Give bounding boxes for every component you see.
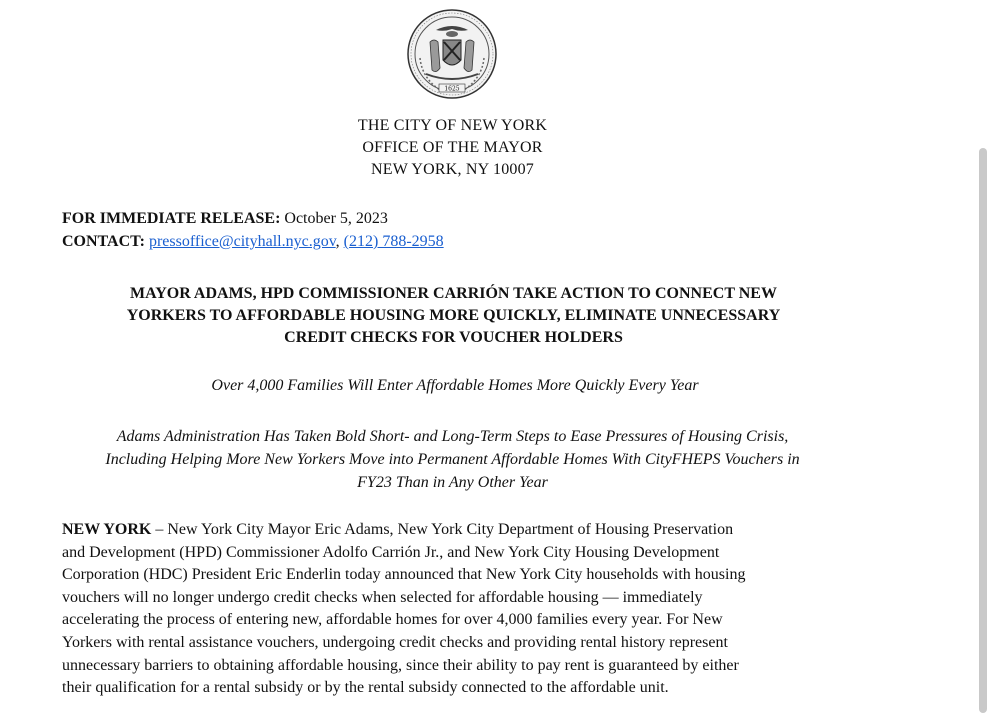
nyc-seal-icon <box>406 8 498 104</box>
body-line-1-text: – New York City Mayor Eric Adams, New York City Department of Housing Preservation <box>151 521 734 538</box>
headline-line-2: YORKERS TO AFFORDABLE HOUSING MORE QUICKLY, ELIMINATE UNNECESSARY <box>126 307 781 324</box>
body-line-7: unnecessary barriers to obtaining affordable housing, since their ability to pay rent is guaranteed by either <box>62 656 739 674</box>
release-label: FOR IMMEDIATE RELEASE: <box>62 210 281 227</box>
dateline: NEW YORK <box>62 521 152 538</box>
contact-line <box>62 231 444 253</box>
office-line-1: THE CITY OF NEW YORK <box>357 117 548 134</box>
headline-line-3: CREDIT CHECKS FOR VOUCHER HOLDERS <box>284 329 623 346</box>
release-line <box>62 208 388 230</box>
vertical-scrollbar[interactable] <box>979 148 987 713</box>
contact-email-link[interactable]: pressoffice@cityhall.nyc.gov <box>148 233 336 250</box>
subheadline-1: Over 4,000 Families Will Enter Affordable Homes More Quickly Every Year <box>211 377 699 394</box>
office-line-2: OFFICE OF THE MAYOR <box>362 139 543 156</box>
body-line-4: vouchers will no longer undergo credit checks when selected for affordable housing — immediately <box>62 588 703 606</box>
subheadline-2-line-1: Adams Administration Has Taken Bold Short- and Long-Term Steps to Ease Pressures of Housing Crisis, <box>116 428 789 445</box>
office-line-3: NEW YORK, NY 10007 <box>371 161 534 178</box>
body-line-3: Corporation (HDC) President Eric Enderlin today announced that New York City households with housing <box>62 566 746 584</box>
seal-year: 1625 <box>444 85 460 93</box>
subheadline-2-line-2: Including Helping More New Yorkers Move into Permanent Affordable Homes With CityFHEPS Vouchers in <box>105 451 800 468</box>
headline <box>60 283 847 349</box>
body-line-5: accelerating the process of entering new, affordable homes for over 4,000 families every year. For New <box>62 611 723 629</box>
subheadline-2-line-3: FY23 Than in Any Other Year <box>357 474 548 491</box>
contact-separator: , <box>335 233 340 250</box>
headline-line-1: MAYOR ADAMS, HPD COMMISSIONER CARRIÓN TAKE ACTION TO CONNECT NEW <box>130 285 777 302</box>
body-line-2: and Development (HPD) Commissioner Adolfo Carrión Jr., and New York City Housing Development <box>62 543 720 561</box>
contact-phone-link[interactable]: (212) 788-2958 <box>343 233 444 250</box>
contact-label: CONTACT: <box>62 233 145 250</box>
body-line-8: their qualification for a rental subsidy or by the rental subsidy connected to the affordable unit. <box>62 679 669 697</box>
subheadline-2 <box>40 425 865 494</box>
body-paragraph <box>62 519 842 700</box>
body-line-1 <box>62 519 842 542</box>
body-line-6: Yorkers with rental assistance vouchers, undergoing credit checks and providing rental history represent <box>62 633 728 651</box>
release-date: October 5, 2023 <box>284 210 388 227</box>
